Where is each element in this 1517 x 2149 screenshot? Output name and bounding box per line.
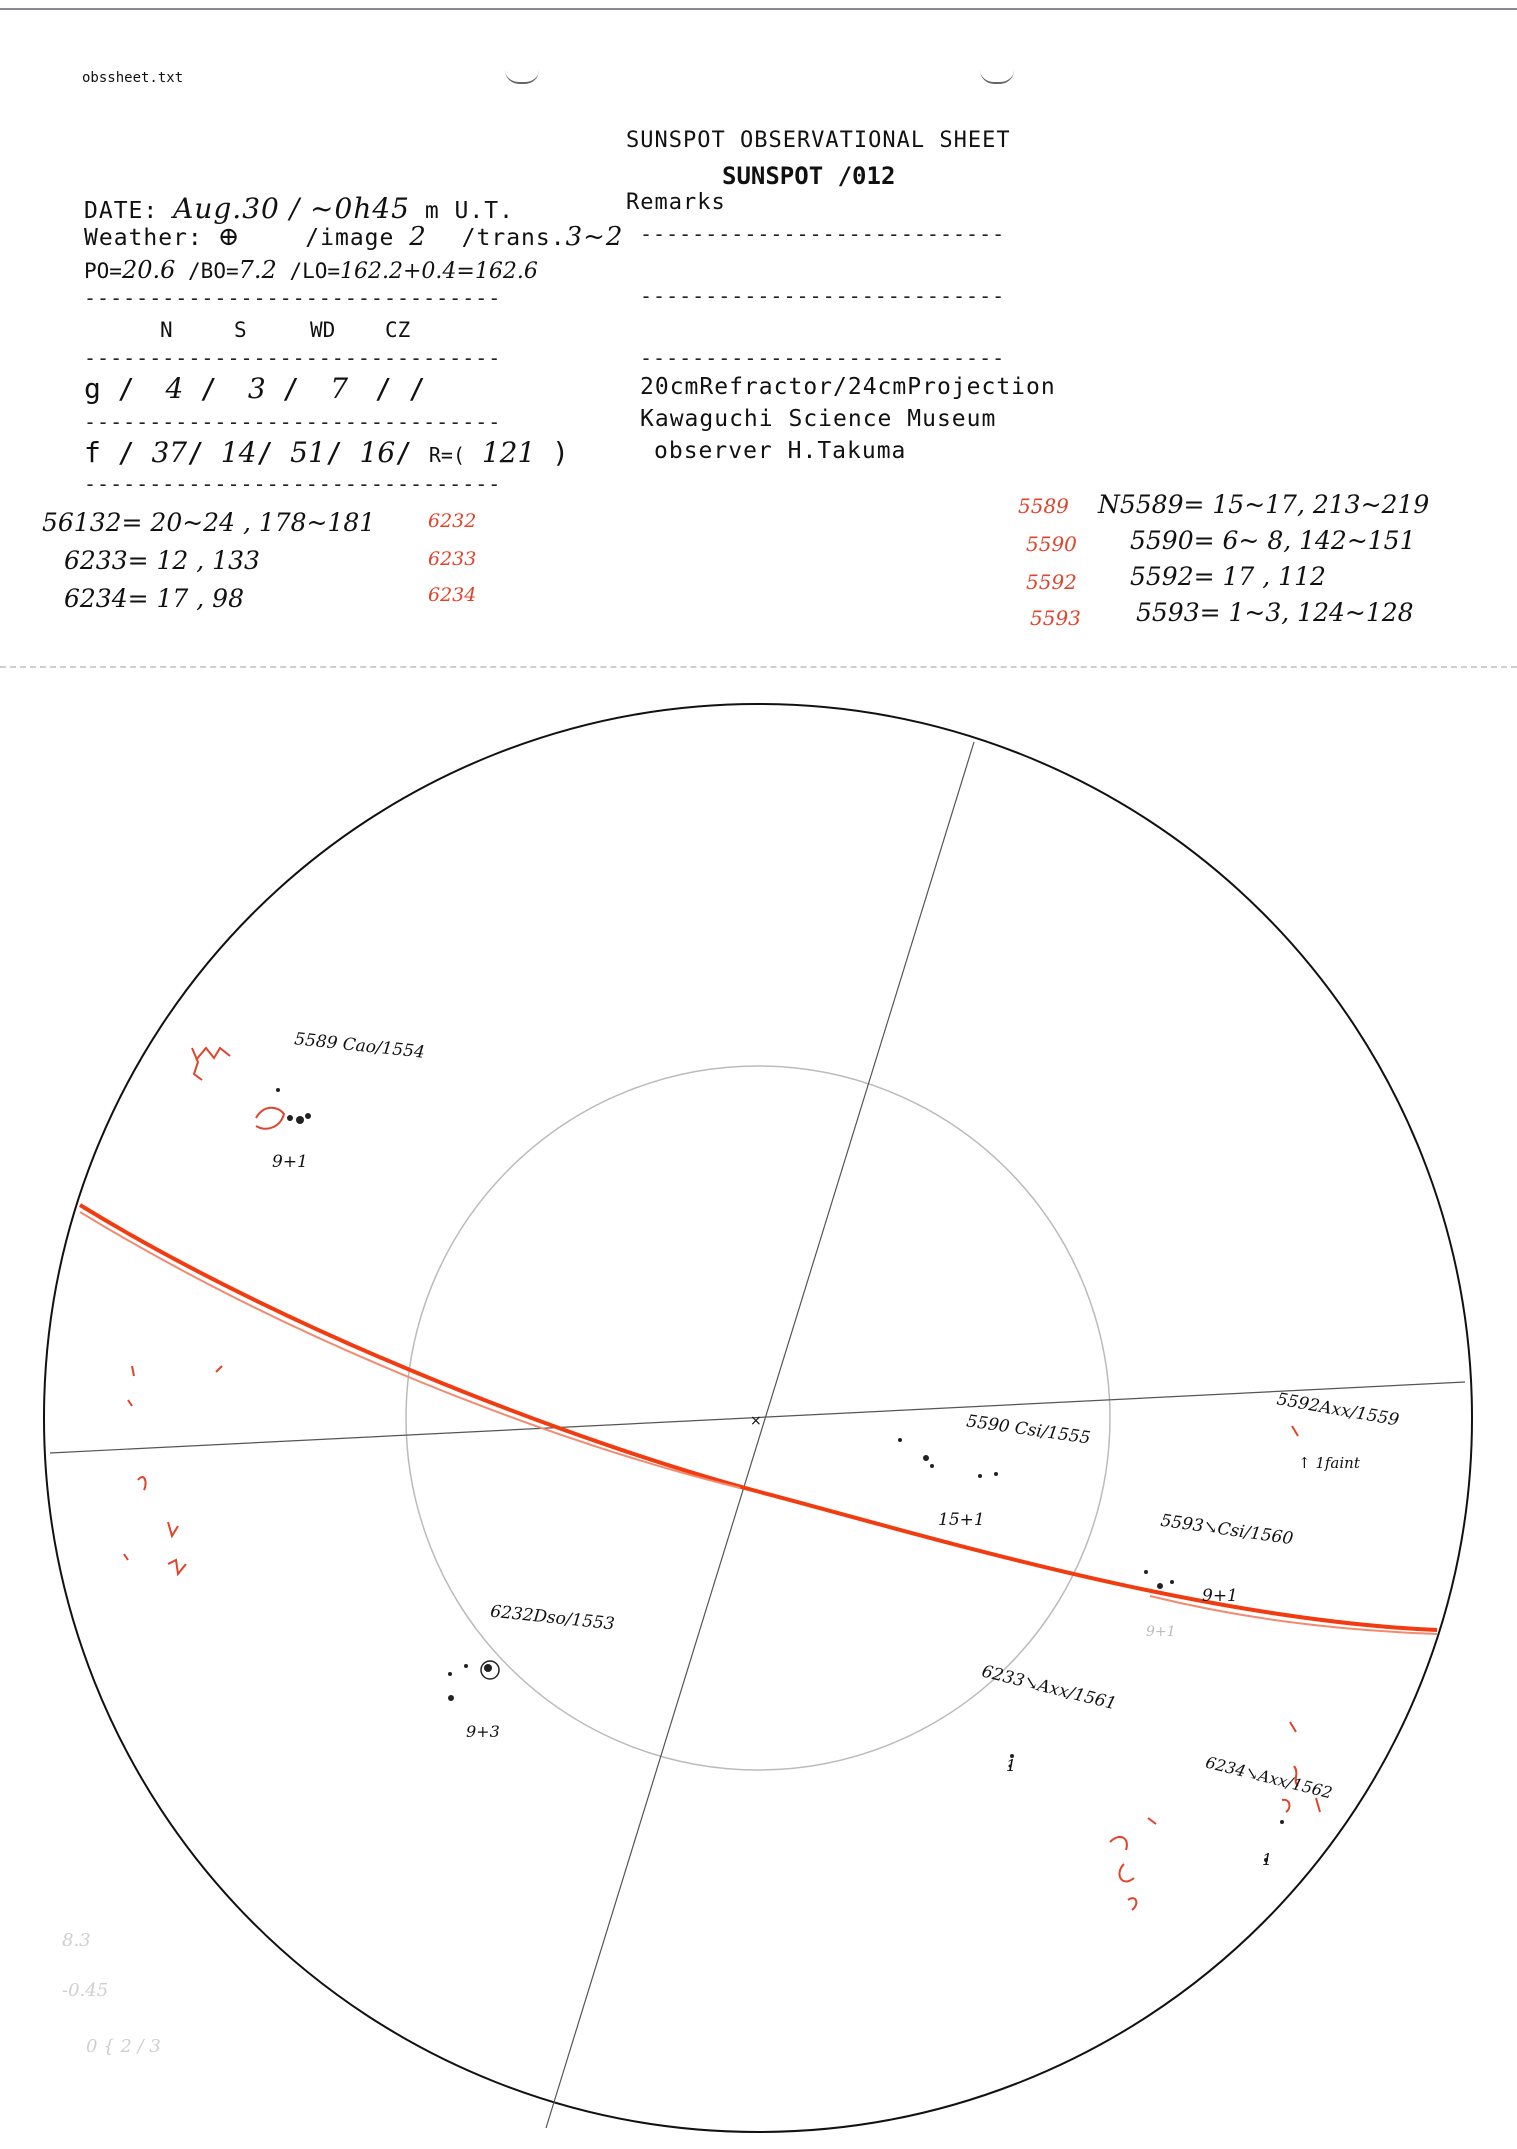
count-6232: 9+3 xyxy=(466,1722,500,1741)
count-5589: 9+1 xyxy=(272,1152,308,1172)
left-group-6232: 56132= 20~24 , 178~181 xyxy=(42,508,376,537)
label-5592: 5592Axx/1559 xyxy=(1275,1389,1401,1431)
col-header-s: S xyxy=(234,318,247,342)
left-group-6233: 6233= 12 , 133 xyxy=(64,546,260,575)
right-group-5593-tag: 5593 xyxy=(1030,606,1081,630)
right-group-5593: 5593= 1~3, 124~128 xyxy=(1136,598,1414,627)
trans-label: /trans. xyxy=(461,225,566,251)
r-close: ) xyxy=(552,436,570,469)
count-5593: 9+1 xyxy=(1202,1586,1238,1606)
margin-note: 8.3 xyxy=(62,1930,91,1951)
instrument-line-2: Kawaguchi Science Museum xyxy=(640,406,997,432)
label-5589: 5589 Cao/1554 xyxy=(293,1029,426,1063)
right-group-5589-tag: 5589 xyxy=(1018,494,1069,518)
g-north: 4 xyxy=(165,372,184,405)
lo-value: 162.2+0.4=162.6 xyxy=(340,259,538,284)
instrument-line-1: 20cmRefractor/24cmProjection xyxy=(640,374,1056,400)
note-5592: ↑ 1faint xyxy=(1298,1454,1360,1472)
count-5593-faint: 9+1 xyxy=(1146,1624,1176,1640)
g-wd: 7 xyxy=(330,372,349,405)
date-unit: m U.T. xyxy=(424,198,514,224)
left-group-6234: 6234= 17 , 98 xyxy=(64,584,244,613)
instrument-line-3: observer H.Takuma xyxy=(654,438,907,464)
right-group-5589: N5589= 15~17, 213~219 xyxy=(1098,490,1430,519)
label-6233: 6233↘Axx/1561 xyxy=(979,1661,1119,1715)
label-6232: 6232Dso/1553 xyxy=(489,1601,616,1635)
po-label: PO= xyxy=(84,259,122,283)
f-south: 14 xyxy=(220,436,257,469)
f-row: f / 37/ 14/ 51/ 16/ R=( 121 ) xyxy=(84,436,570,469)
po-value: 20.6 xyxy=(121,256,176,284)
count-6234: 1 xyxy=(1262,1850,1273,1869)
margin-note: -0.45 xyxy=(62,1980,109,2001)
g-label: g / xyxy=(84,372,135,405)
col-header-wd: WD xyxy=(310,318,336,342)
sunspot-dots xyxy=(276,1088,1284,1862)
label-6234: 6234↘Axx/1562 xyxy=(1203,1752,1335,1803)
count-5590: 15+1 xyxy=(938,1510,985,1530)
remarks-line: ---------------------------- xyxy=(640,284,1006,308)
divider: -------------------------------- xyxy=(84,346,502,370)
faculae-marks xyxy=(124,1048,1320,1910)
f-label: f / xyxy=(84,436,135,469)
left-group-6232-tag: 6232 xyxy=(428,510,477,532)
remarks-label: Remarks xyxy=(626,190,726,215)
f-cz: 16 xyxy=(359,436,396,469)
date-label: DATE: xyxy=(84,198,159,224)
remarks-line: ---------------------------- xyxy=(640,346,1006,370)
right-group-5592: 5592= 17 , 112 xyxy=(1130,562,1326,591)
image-label: /image xyxy=(305,225,395,251)
r-value: 121 xyxy=(481,436,536,469)
sheet-title: SUNSPOT OBSERVATIONAL SHEET xyxy=(626,128,1011,153)
bo-label: /BO= xyxy=(188,259,239,283)
right-group-5592-tag: 5592 xyxy=(1026,570,1077,594)
col-header-cz: CZ xyxy=(385,318,411,342)
weather-label: Weather: xyxy=(84,225,203,251)
bo-value: 7.2 xyxy=(238,256,277,284)
disk-center-mark: × xyxy=(750,1413,762,1429)
ns-axis xyxy=(546,742,974,2128)
lo-label: /LO= xyxy=(289,259,341,283)
divider: -------------------------------- xyxy=(84,472,502,496)
date-value: Aug.30 / ~0h45 xyxy=(173,192,410,225)
left-group-6233-tag: 6233 xyxy=(428,548,477,570)
remarks-line: ---------------------------- xyxy=(640,222,1006,246)
image-value: 2 xyxy=(409,222,427,252)
f-north: 37 xyxy=(151,436,188,469)
weather-value: ⊕ xyxy=(217,222,241,252)
g-south: 3 xyxy=(247,372,266,405)
r-label: R=( xyxy=(428,443,465,467)
right-group-5590: 5590= 6~ 8, 142~151 xyxy=(1130,526,1416,555)
g-tail: / / xyxy=(374,372,426,405)
label-5590: 5590 Csi/1555 xyxy=(965,1411,1092,1449)
count-6233: 1 xyxy=(1006,1756,1017,1775)
file-label: obssheet.txt xyxy=(82,70,184,86)
f-wd: 51 xyxy=(290,436,326,469)
margin-note: 0 { 2 / 3 xyxy=(86,2036,161,2057)
col-header-n: N xyxy=(160,318,173,342)
label-5593: 5593↘Csi/1560 xyxy=(1159,1510,1295,1550)
divider: -------------------------------- xyxy=(84,410,502,434)
trans-value: 3~2 xyxy=(565,222,624,252)
sheet-subtitle: SUNSPOT /012 xyxy=(722,162,896,190)
left-group-6234-tag: 6234 xyxy=(428,584,477,606)
right-group-5590-tag: 5590 xyxy=(1026,532,1077,556)
divider: -------------------------------- xyxy=(84,286,502,310)
g-row: g / 4 / 3 / 7 / / xyxy=(84,372,426,405)
